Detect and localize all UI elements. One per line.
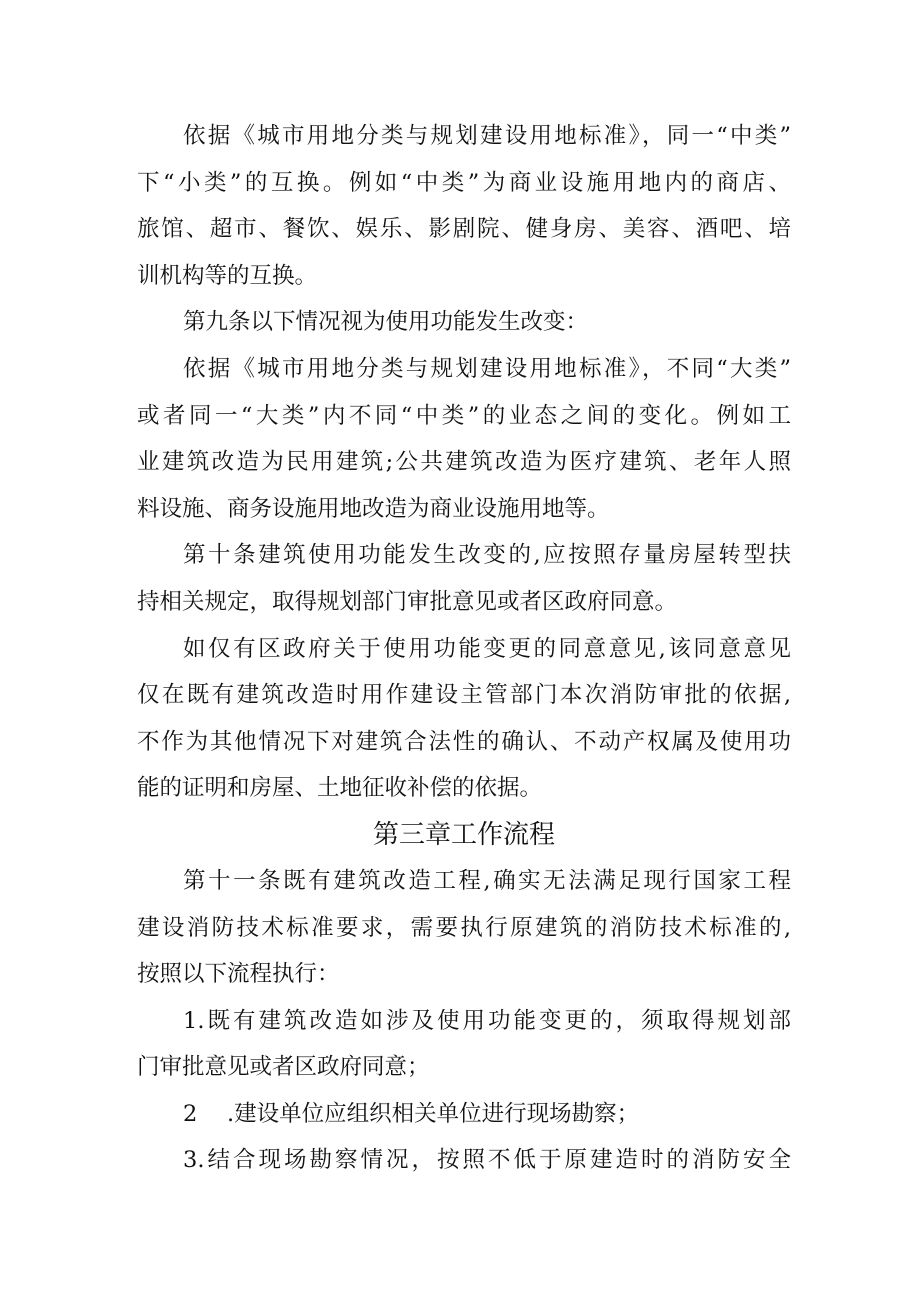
text-line: 业建筑改造为民用建筑;公共建筑改造为医疗建筑、老年人照 <box>137 449 791 476</box>
text-line: 不作为其他情况下对建筑合法性的确认、不动产权属及使用功 <box>137 728 791 755</box>
text-line: 训机构等的互换。 <box>137 262 318 289</box>
text-line: 1.既有建筑改造如涉及使用功能变更的，须取得规划部 <box>183 1007 791 1034</box>
text-line: 如仅有区政府关于使用功能变更的同意意见,该同意意见 <box>183 635 791 662</box>
text-line: 3.结合现场勘察情况，按照不低于原建造时的消防安全 <box>183 1147 791 1174</box>
text-line: 仅在既有建筑改造时用作建设主管部门本次消防审批的依据, <box>137 682 791 709</box>
text-line: 按照以下流程执行： <box>137 961 340 988</box>
paragraph <box>137 349 791 535</box>
text-line: 持相关规定，取得规划部门审批意见或者区政府同意。 <box>137 588 678 615</box>
text-line: 门审批意见或者区政府同意； <box>137 1054 430 1081</box>
text-line: 旅馆、超市、餐饮、娱乐、影剧院、健身房、美容、酒吧、培 <box>137 216 791 243</box>
text-line: 2 .建设单位应组织相关单位进行现场勘察； <box>183 1100 640 1127</box>
text-line: 或者同一“大类”内不同“中类”的业态之间的变化。例如工 <box>137 402 791 429</box>
paragraph <box>137 1140 791 1187</box>
text-line: 依据《城市用地分类与规划建设用地标准》，同一“中类” <box>183 123 791 149</box>
text-line: 能的证明和房屋、土地征收补偿的依据。 <box>137 775 543 802</box>
text-line: 料设施、商务设施用地改造为商业设施用地等。 <box>137 495 610 522</box>
text-line: 第十条建筑使用功能发生改变的,应按照存量房屋转型扶 <box>183 542 791 569</box>
text-line: 依据《城市用地分类与规划建设用地标准》，不同“大类” <box>183 355 791 382</box>
text-line: 第十一条既有建筑改造工程,确实无法满足现行国家工程 <box>183 867 791 894</box>
text-line: 第九条以下情况视为使用功能发生改变： <box>183 309 589 336</box>
paragraph <box>137 629 791 815</box>
paragraph <box>137 1094 791 1141</box>
text-line: 建设消防技术标准要求，需要执行原建筑的消防技术标准的, <box>137 914 791 941</box>
paragraph <box>137 302 791 349</box>
paragraph <box>137 535 791 628</box>
text-line: 下“小类”的互换。例如“中类”为商业设施用地内的商店、 <box>137 169 791 196</box>
document-page <box>137 116 791 1187</box>
paragraph <box>137 1001 791 1094</box>
chapter-heading: 第三章工作流程 <box>372 819 555 850</box>
paragraph <box>137 116 791 302</box>
paragraph <box>137 861 791 1001</box>
